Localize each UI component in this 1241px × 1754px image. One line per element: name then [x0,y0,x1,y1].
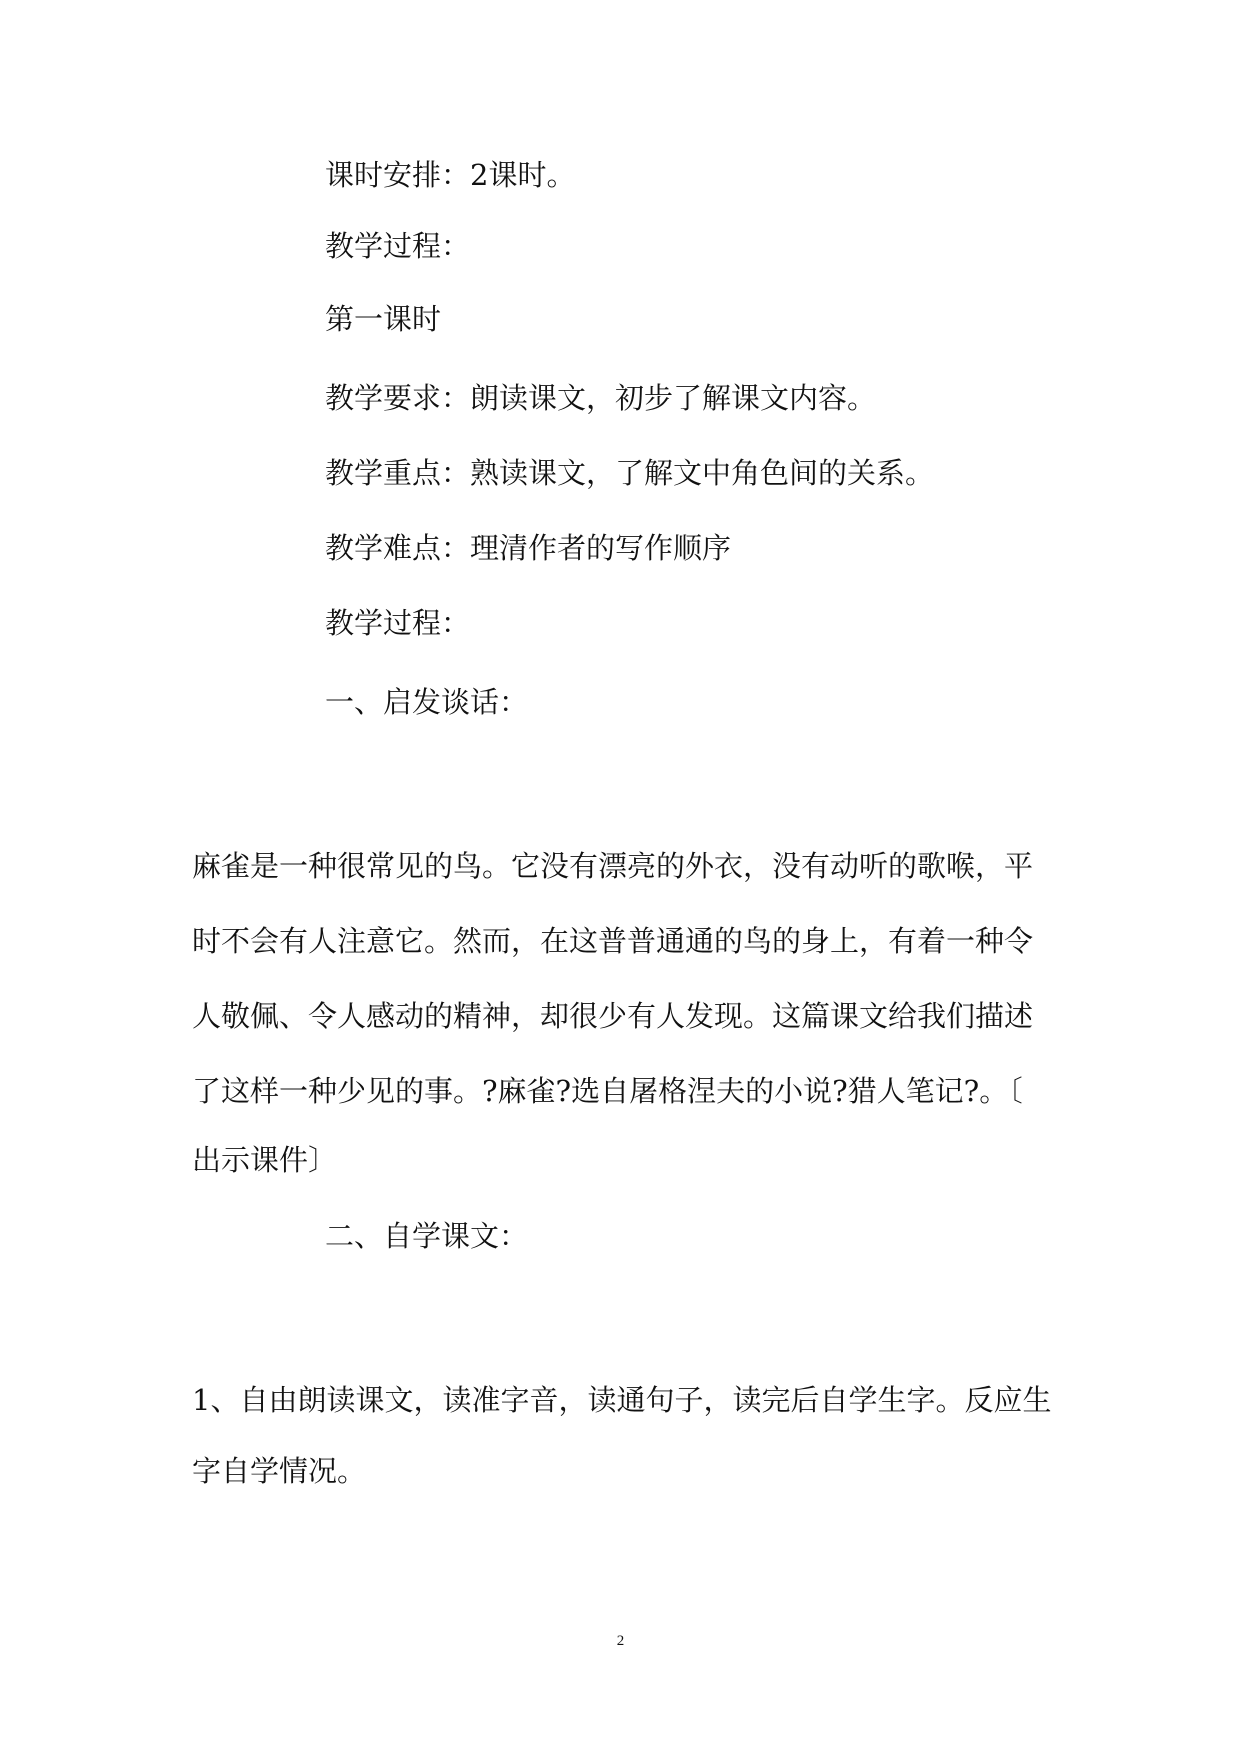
intro-paragraph-line-2: 时不会有人注意它。然而，在这普普通通的鸟的身上，有着一种令 [192,924,1034,958]
first-lesson-heading: 第一课时 [325,302,442,336]
intro-paragraph-line-3: 人敬佩、令人感动的精神，却很少有人发现。这篇课文给我们描述 [192,999,1034,1033]
intro-paragraph-line-4: 了这样一种少见的事。?麻雀?选自屠格涅夫的小说?猎人笔记?。〔 [192,1074,1023,1108]
teaching-difficulty: 教学难点：理清作者的写作顺序 [325,531,732,565]
self-study-line-2: 字自学情况。 [192,1454,367,1488]
section-one-heading: 一、启发谈话： [325,685,529,719]
page-number: 2 [616,1633,625,1649]
self-study-line-1: 1、自由朗读课文，读准字音，读通句子，读完后自学生字。反应生 [192,1383,1052,1417]
teaching-process-heading: 教学过程： [325,229,471,263]
intro-paragraph-line-1: 麻雀是一种很常见的鸟。它没有漂亮的外衣，没有动听的歌喉，平 [192,849,1034,883]
section-two-heading: 二、自学课文： [325,1219,529,1253]
intro-paragraph-line-5: 出示课件〕 [192,1143,338,1177]
teaching-focus: 教学重点：熟读课文，了解文中角色间的关系。 [325,456,935,490]
teaching-requirement: 教学要求：朗读课文，初步了解课文内容。 [325,381,877,415]
teaching-process-heading-2: 教学过程： [325,606,471,640]
lesson-schedule: 课时安排：2课时。 [325,158,576,192]
